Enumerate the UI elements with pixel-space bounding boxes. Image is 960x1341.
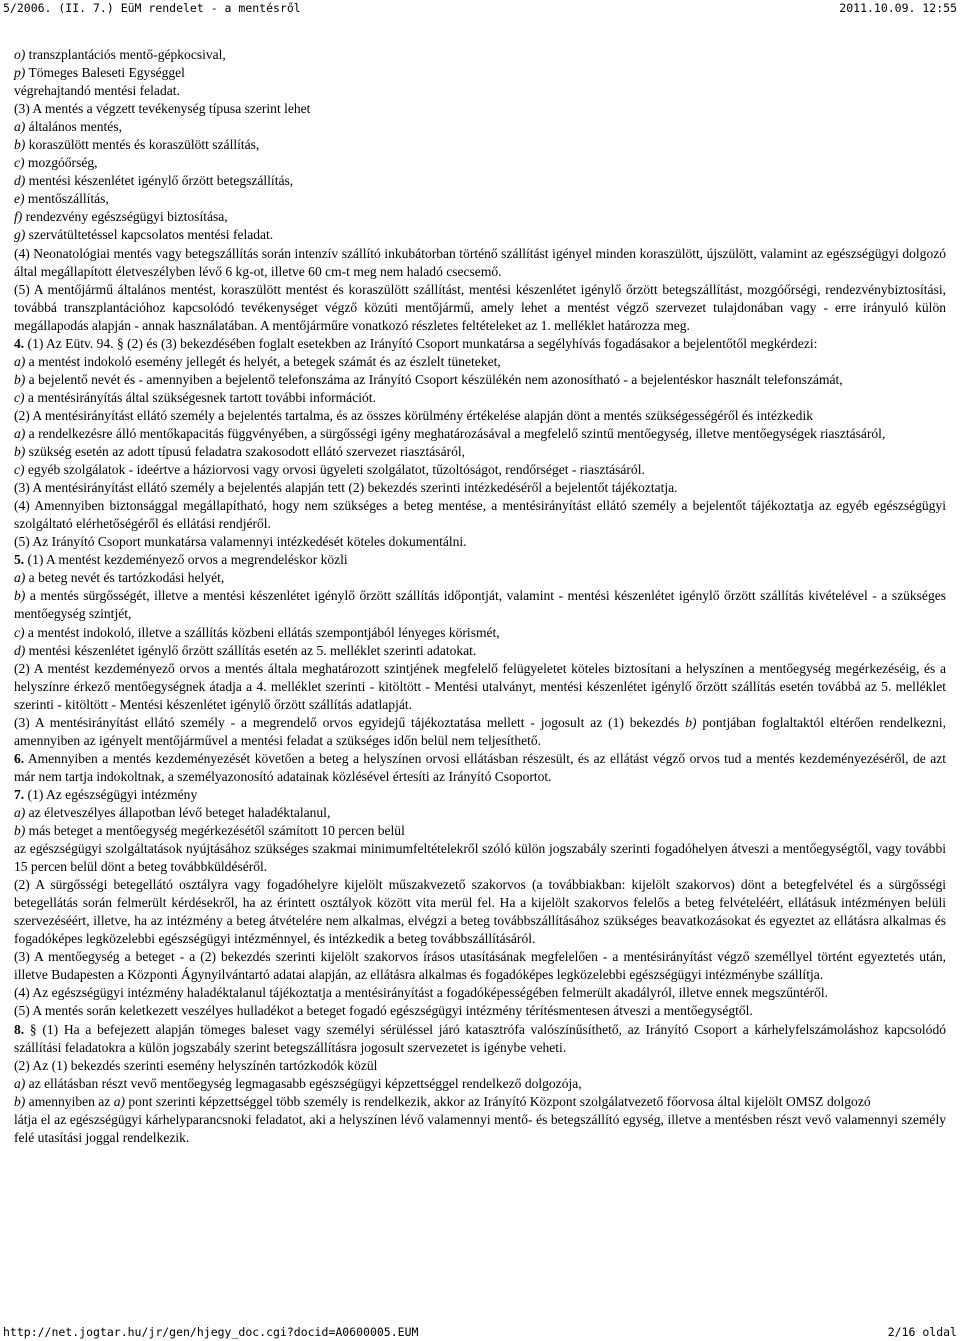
item-marker: b) — [14, 371, 26, 387]
item-marker: b) — [14, 1093, 26, 1109]
paragraph — [14, 624, 946, 642]
paragraph — [14, 46, 946, 64]
item-marker: a) — [14, 425, 26, 441]
paragraph-text: rendezvény egészségügyi biztosítása, — [22, 209, 228, 225]
item-marker: a) — [14, 119, 26, 135]
paragraph-text: (1) Az Eütv. 94. § (2) és (3) bekezdésében foglalt esetekben az Irányító Csoport munkatársa a segélyhívás fogadásakor a bejelentőtől megkérdezi: — [24, 335, 818, 351]
paragraph-text: § (1) Ha a befejezett alapján tömeges baleset vagy személyi sérüléssel járó katasztrófa valószínűsíthető, az Irányító Csoport a kárhelyfelszámoláshoz kapcsolódó szállítási feladatokra a külön jogszabály szerint betegszállításra jogosult szervezetet is igénybe veheti. — [14, 1021, 946, 1055]
section-number: 7. — [14, 786, 25, 802]
paragraph-text: mentőszállítás, — [24, 191, 109, 207]
page-header — [0, 1, 960, 15]
paragraph — [14, 642, 946, 660]
paragraph-text: a rendelkezésre álló mentőkapacitás függvényében, a sürgősségi igény meghatározásával a megfelelő szintű mentőegység, illetve mentőegységek riasztásáról, — [25, 425, 886, 441]
paragraph-text: (2) Az (1) bekezdés szerinti esemény helyszínén tartózkodók közül — [14, 1057, 378, 1073]
paragraph-text: a mentést indokoló esemény jellegét és helyét, a betegek számát és az észlelt tüneteket, — [25, 353, 501, 369]
paragraph-text: (5) A mentés során keletkezett veszélyes hulladékot a beteget fogadó egészségügyi intézmény térítésmentesen átveszi a mentőegységtől. — [14, 1003, 753, 1019]
item-marker: d) — [14, 642, 26, 658]
paragraph — [14, 1002, 946, 1020]
item-marker: g) — [14, 227, 26, 243]
paragraph — [14, 407, 946, 425]
footer-url: http://net.jogtar.hu/jr/gen/hjegy_doc.cgi?docid=A0600005.EUM — [3, 1325, 419, 1339]
paragraph-text: (5) A mentőjármű általános mentést, koraszülött mentést és koraszülött szállítást, mentési készenlétet igénylő őrzött betegszállítást, mozgóőrségi, rendezvénybiztosítási, továbbá transzplantációhoz kapcsolódó tevékenységet végző közúti mentőjármű, amely lehet a mentést végző szervezet tulajdonában vagy - erre irányuló külön megállapodás alapján - annak használatában. A mentőjárműre vonatkozó részletes feltételeket az 1. melléklet határozza meg. — [14, 281, 946, 333]
paragraph — [14, 208, 946, 226]
item-marker: a) — [14, 353, 26, 369]
paragraph-text: (3) A mentésirányítást ellátó személy a bejelentés alapján tett (2) bekezdés szerinti intézkedéséről a bejelentőt tájékoztatja. — [14, 480, 678, 496]
item-marker: c) — [14, 155, 25, 171]
paragraph — [14, 750, 946, 786]
paragraph-text: végrehajtandó mentési feladat. — [14, 83, 180, 99]
paragraph — [14, 533, 946, 551]
paragraph-text: transzplantációs mentő-gépkocsival, — [25, 47, 226, 62]
paragraph — [14, 425, 946, 443]
paragraph — [14, 64, 946, 82]
paragraph — [14, 569, 946, 587]
paragraph-text: pont szerinti képzettséggel több személy is rendelkezik, akkor az Irányító Központ szolgálatvezető főorvosa által kijelölt OMSZ dolgozó — [125, 1093, 871, 1109]
paragraph — [14, 118, 946, 136]
page-footer — [0, 1325, 960, 1339]
item-marker: e) — [14, 191, 25, 207]
paragraph-text: a bejelentő nevét és - amennyiben a bejelentő telefonszáma az Irányító Csoport készülékén nem azonosítható - a bejelentéskor használt telefonszámát, — [25, 371, 843, 387]
paragraph — [14, 190, 946, 208]
paragraph-text: az életveszélyes állapotban lévő beteget haladéktalanul, — [25, 804, 331, 820]
paragraph — [14, 100, 946, 118]
item-marker: b) — [14, 588, 26, 604]
item-marker: b) — [14, 137, 26, 153]
item-marker: a) — [14, 570, 26, 586]
paragraph — [14, 281, 946, 335]
paragraph-text: (3) A mentőegység a beteget - a (2) bekezdés szerinti kijelölt szakorvos írásos utasításának megfelelően - a mentésirányítást végző személlyel történt egyeztetés után, illetve Budapesten a Központi Ágynyilvántartó adatai alapján, az ellátásra alkalmas és fogadóképes legközelebbi egészségügyi intézménybe szállítja. — [14, 949, 946, 983]
paragraph-text: (4) Neonatológiai mentés vagy betegszállítás során intenzív szállító inkubátorban történő szállítást igényel minden koraszülött, újszülött, valamint az egészségügyi dolgozó által megállapított életveszélyben lévő 6 kg-ot, illetve 60 cm-t meg nem haladó csecsemő. — [14, 245, 946, 279]
paragraph — [14, 245, 946, 281]
paragraph-text: (1) A mentést kezdeményező orvos a megrendeléskor közli — [24, 552, 348, 568]
paragraph — [14, 822, 946, 840]
paragraph-text: (3) A mentésirányítást ellátó személy - a megrendelő orvos egyidejű tájékoztatása mellett - jogosult az (1) bekezdés — [14, 714, 686, 730]
paragraph — [14, 353, 946, 371]
item-marker: c) — [14, 624, 25, 640]
paragraph — [14, 497, 946, 533]
paragraph-text: (5) Az Irányító Csoport munkatársa valamennyi intézkedését köteles dokumentálni. — [14, 534, 467, 550]
paragraph — [14, 551, 946, 569]
paragraph-text: (4) Az egészségügyi intézmény haladéktalanul tájékoztatja a mentésirányítást a fogadóképességében felmerült akadályról, illetve ennek megszűntéről. — [14, 985, 828, 1001]
paragraph — [14, 984, 946, 1002]
paragraph-text: a mentésirányítás által szükségesnek tartott további információt. — [24, 389, 376, 405]
paragraph-text: (2) A mentésirányítást ellátó személy a bejelentés tartalma, és az összes körülmény értékelése alapján dönt a mentés szükségességéről és intézkedik — [14, 407, 813, 423]
paragraph — [14, 876, 946, 948]
paragraph — [14, 335, 946, 353]
document-body — [14, 46, 946, 1147]
item-marker: b) — [685, 714, 697, 730]
paragraph — [14, 1057, 946, 1075]
header-timestamp: 2011.10.09. 12:55 — [839, 1, 957, 15]
footer-page-number: 2/16 oldal — [887, 1325, 957, 1339]
paragraph — [14, 1111, 946, 1147]
paragraph — [14, 443, 946, 461]
paragraph-text: mentési készenlétet igénylő őrzött betegszállítás, — [25, 173, 294, 189]
paragraph-text: más beteget a mentőegység megérkezésétől számított 10 percen belül — [25, 823, 405, 839]
paragraph — [14, 226, 946, 244]
paragraph — [14, 786, 946, 804]
paragraph-text: szükség esetén az adott típusú feladatra szakosodott ellátó szervezet riasztásáról, — [25, 444, 466, 460]
item-marker: c) — [14, 389, 25, 405]
section-number: 6. — [14, 750, 25, 766]
paragraph-text: általános mentés, — [25, 119, 122, 135]
paragraph — [14, 1075, 946, 1093]
paragraph — [14, 172, 946, 190]
paragraph-text: látja el az egészségügyi kárhelyparancsnoki feladatot, aki a helyszínen lévő valamennyi mentő- és betegszállító egység, illetve a mentésben részt vevő valamennyi személy felé utasítási joggal rendelkezik. — [14, 1111, 946, 1145]
paragraph — [14, 804, 946, 822]
paragraph-text: amennyiben az — [25, 1093, 114, 1109]
paragraph-text: Tömeges Baleseti Egységgel — [25, 65, 185, 81]
paragraph-text: a mentés sürgősségét, illetve a mentési készenlétet igénylő őrzött szállítás időpontját, valamint - mentési készenlétet igénylő őrzött szállítás kivételével - a szükséges mentőegység szintjét, — [14, 588, 946, 622]
paragraph-text: Amennyiben a mentés kezdeményezését követően a beteg a helyszínen orvosi ellátásban részesült, és az ellátást végző orvos tud a mentés kezdeményezéséről, de azt már nem tartja indokoltnak, a személyazonosító adatainak közlésével értesíti az Irányító Csoportot. — [14, 750, 946, 784]
paragraph — [14, 1093, 946, 1111]
paragraph — [14, 136, 946, 154]
item-marker: b) — [14, 444, 26, 460]
paragraph-text: mozgóőrség, — [24, 155, 98, 171]
paragraph-text: (4) Amennyiben biztonsággal megállapítható, hogy nem szükséges a beteg mentése, a mentésirányítást ellátó személy a bejelentőt tájékoztatja az egyéb egészségügyi szolgáltató elérhetőségéről és ellátási rendjéről. — [14, 498, 946, 532]
paragraph — [14, 389, 946, 407]
paragraph-text: mentési készenlétet igénylő őrzött szállítás esetén az 5. melléklet szerinti adatokat. — [25, 642, 477, 658]
paragraph-text: az ellátásban részt vevő mentőegység legmagasabb egészségügyi képzettséggel rendelkező dolgozója, — [25, 1075, 582, 1091]
item-marker: o) — [14, 47, 26, 62]
paragraph-text: (1) Az egészségügyi intézmény — [24, 786, 198, 802]
paragraph — [14, 660, 946, 714]
section-number: 5. — [14, 552, 25, 568]
item-marker: a) — [113, 1093, 125, 1109]
item-marker: c) — [14, 462, 25, 478]
paragraph — [14, 479, 946, 497]
section-number: 8. — [14, 1021, 25, 1037]
paragraph-text: (2) A sürgősségi betegellátó osztályra vagy fogadóhelyre kijelölt műszakvezető szakorvos (a továbbiakban: kijelölt szakorvos) dönt a betegfelvétel és a sürgősségi betegellátás során felmerült kérdésekről, ha az érintett osztályok között vita merül fel. Ha a kijelölt szakorvos felelős a beteg felvételéért, ellátásuk intézményen belüli szervezéséért, illetve, ha az intézmény a beteg átvételére nem alkalmas, elvégzi a beteg továbbszállításához szükséges beavatkozásokat és egyeztet az ellátásra alkalmas és fogadóképes legközelebbi egészségügyi intézménnyel, és intézkedik a beteg továbbszállításáról. — [14, 877, 946, 947]
item-marker: d) — [14, 173, 26, 189]
paragraph-text: a mentést indokoló, illetve a szállítás közbeni ellátás szempontjából lényeges körismét, — [24, 624, 500, 640]
paragraph — [14, 82, 946, 100]
paragraph — [14, 371, 946, 389]
paragraph — [14, 587, 946, 623]
paragraph-text: egyéb szolgálatok - ideértve a háziorvosi vagy orvosi ügyeleti szolgálatot, tűzoltóságot, rendőrséget - riasztásáról. — [24, 462, 645, 478]
paragraph — [14, 948, 946, 984]
item-marker: a) — [14, 804, 26, 820]
paragraph-text: koraszülött mentés és koraszülött szállítás, — [25, 137, 260, 153]
paragraph — [14, 714, 946, 750]
paragraph-text: a beteg nevét és tartózkodási helyét, — [25, 570, 225, 586]
paragraph-text: (3) A mentés a végzett tevékenység típusa szerint lehet — [14, 101, 311, 117]
item-marker: p) — [14, 65, 26, 81]
item-marker: a) — [14, 1075, 26, 1091]
section-number: 4. — [14, 335, 25, 351]
item-marker: f) — [14, 209, 23, 225]
item-marker: b) — [14, 823, 26, 839]
paragraph — [14, 461, 946, 479]
header-document-title: 5/2006. (II. 7.) EüM rendelet - a mentésről — [3, 1, 301, 15]
paragraph-text: (2) A mentést kezdeményező orvos a mentés általa meghatározott szintjének megfelelő felügyeletet köteles biztosítani a helyszínen a mentőegység megérkezéséig, és a helyszínre érkező mentőegységnek átadja a 4. melléklet szerinti - kitöltött - Mentési utalványt, mentési készenlétet igénylő őrzött szállítás esetén továbbá az 5. melléklet szerinti - kitöltött - Mentési készenlétet igénylő őrzött szállítás adatlapját. — [14, 660, 946, 712]
paragraph-text: az egészségügyi szolgáltatások nyújtásához szükséges szakmai minimumfeltételekről szóló külön jogszabály szerinti fogadóhelyen átveszi a mentőegységtől, vagy további 15 percen belül dönt a beteg továbbküldéséről. — [14, 841, 946, 875]
paragraph — [14, 1021, 946, 1057]
paragraph — [14, 154, 946, 172]
paragraph-text: szervátültetéssel kapcsolatos mentési feladat. — [25, 227, 274, 243]
paragraph-text: pontjában foglaltaktól eltérően rendelkezni, amennyiben az igényelt mentőjárművel a mentési feladat a szükséges időn belül nem teljesíthető. — [14, 714, 946, 748]
paragraph — [14, 840, 946, 876]
